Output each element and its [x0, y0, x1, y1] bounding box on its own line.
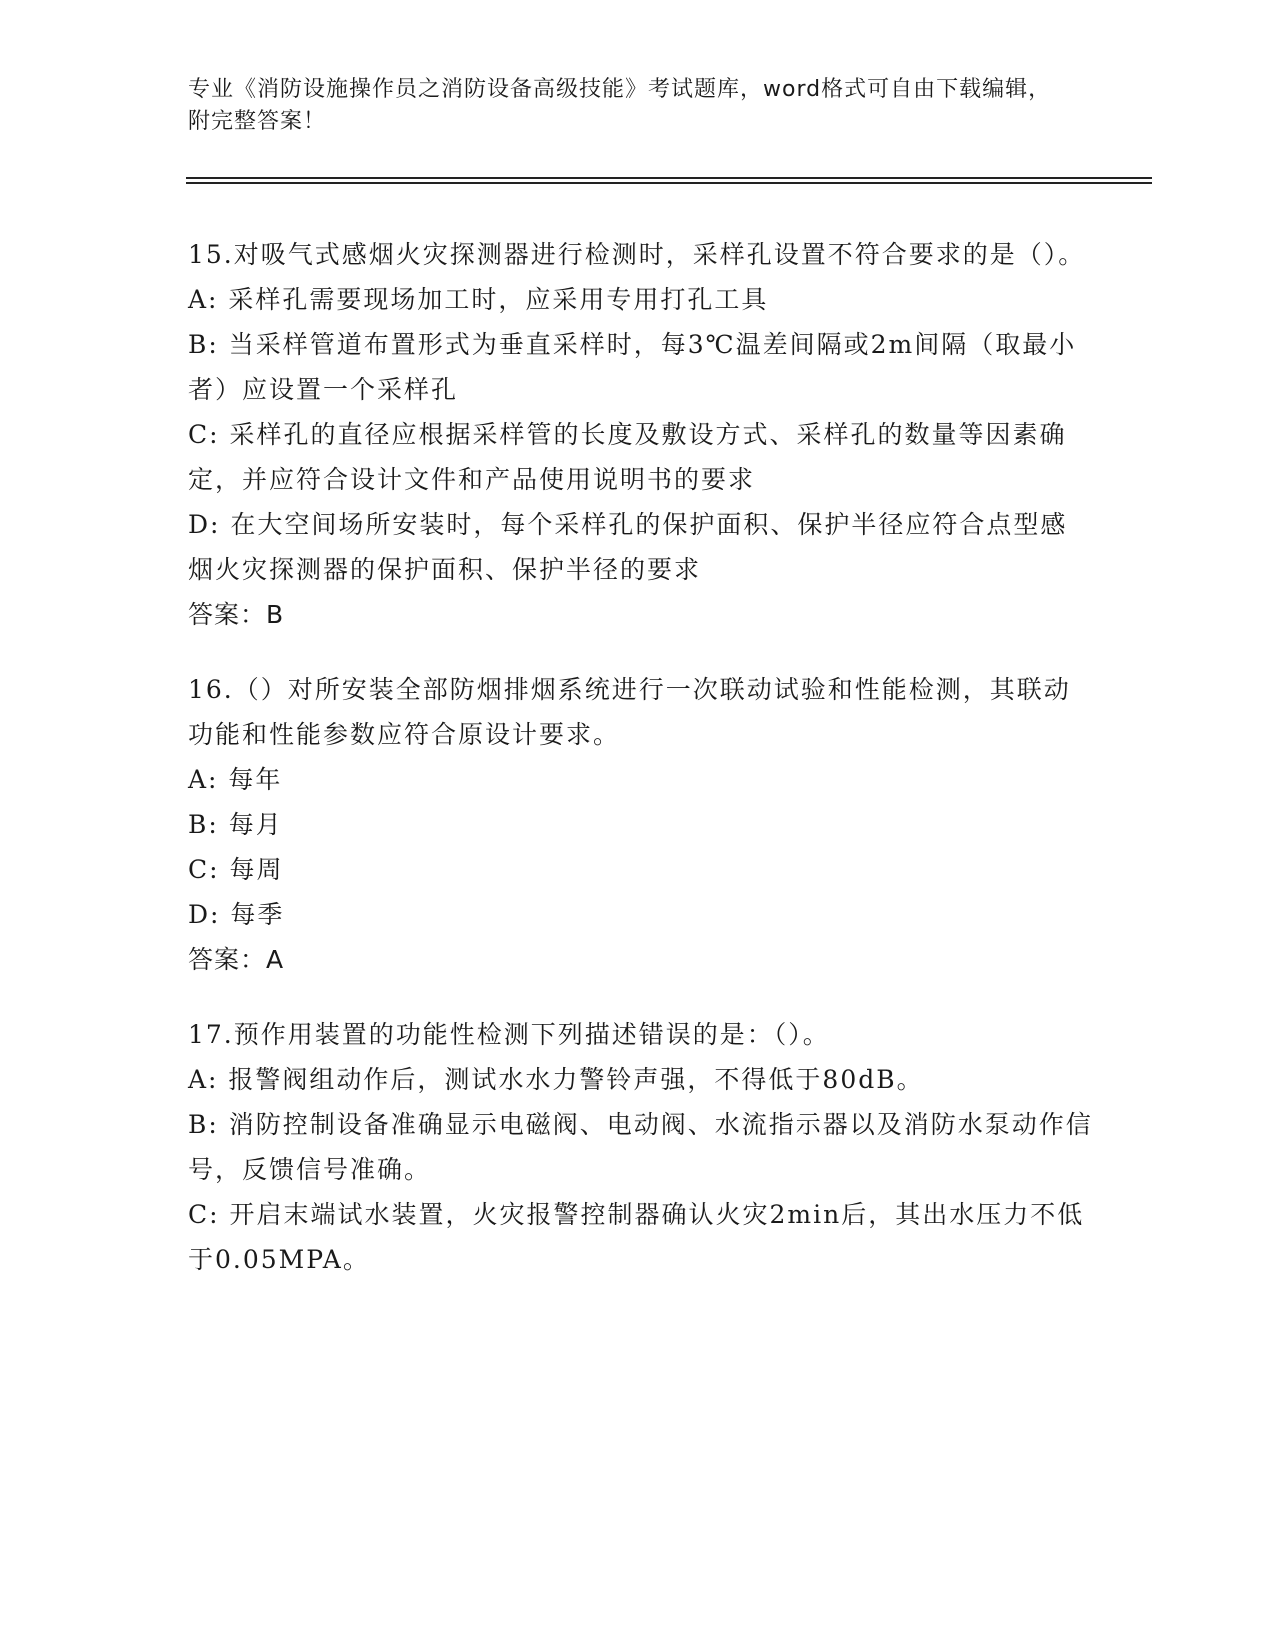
question-17 — [188, 1012, 1093, 1282]
option-c: C: 每周 — [188, 855, 284, 884]
answer-line: 答案：A — [188, 945, 285, 974]
question-list — [188, 232, 1093, 1312]
question-stem: 16.（）对所安装全部防烟排烟系统进行一次联动试验和性能检测，其联动功能和性能参数应符合原设计要求。 — [188, 675, 1071, 749]
option-b: B: 每月 — [188, 810, 283, 839]
question-stem: 17.预作用装置的功能性检测下列描述错误的是：（）。 — [188, 1020, 830, 1049]
option-b: B: 当采样管道布置形式为垂直采样时，每3℃温差间隔或2m间隔（取最小者）应设置一个采样孔 — [188, 330, 1077, 404]
option-d: D: 在大空间场所安装时，每个采样孔的保护面积、保护半径应符合点型感烟火灾探测器的保护面积、保护半径的要求 — [188, 510, 1068, 584]
option-c: C: 采样孔的直径应根据采样管的长度及敷设方式、采样孔的数量等因素确定，并应符合设计文件和产品使用说明书的要求 — [188, 420, 1067, 494]
document-header: 专业《消防设施操作员之消防设备高级技能》考试题库，word格式可自由下载编辑，附完整答案！ — [188, 77, 1052, 134]
option-b: B: 消防控制设备准确显示电磁阀、电动阀、水流指示器以及消防水泵动作信号，反馈信号准确。 — [188, 1110, 1093, 1184]
option-a: A: 报警阀组动作后，测试水水力警铃声强，不得低于80dB。 — [188, 1065, 924, 1094]
header-divider-bottom — [186, 182, 1152, 184]
header-divider-top — [186, 177, 1152, 179]
option-d: D: 每季 — [188, 900, 285, 929]
option-c: C: 开启末端试水装置，火灾报警控制器确认火灾2min后，其出水压力不低于0.05MPA。 — [188, 1200, 1085, 1274]
option-a: A: 采样孔需要现场加工时，应采用专用打孔工具 — [188, 285, 769, 314]
question-15 — [188, 232, 1093, 637]
question-16 — [188, 667, 1093, 982]
answer-line: 答案：B — [188, 600, 285, 629]
question-stem: 15.对吸气式感烟火灾探测器进行检测时，采样孔设置不符合要求的是（）。 — [188, 240, 1086, 269]
option-a: A: 每年 — [188, 765, 283, 794]
